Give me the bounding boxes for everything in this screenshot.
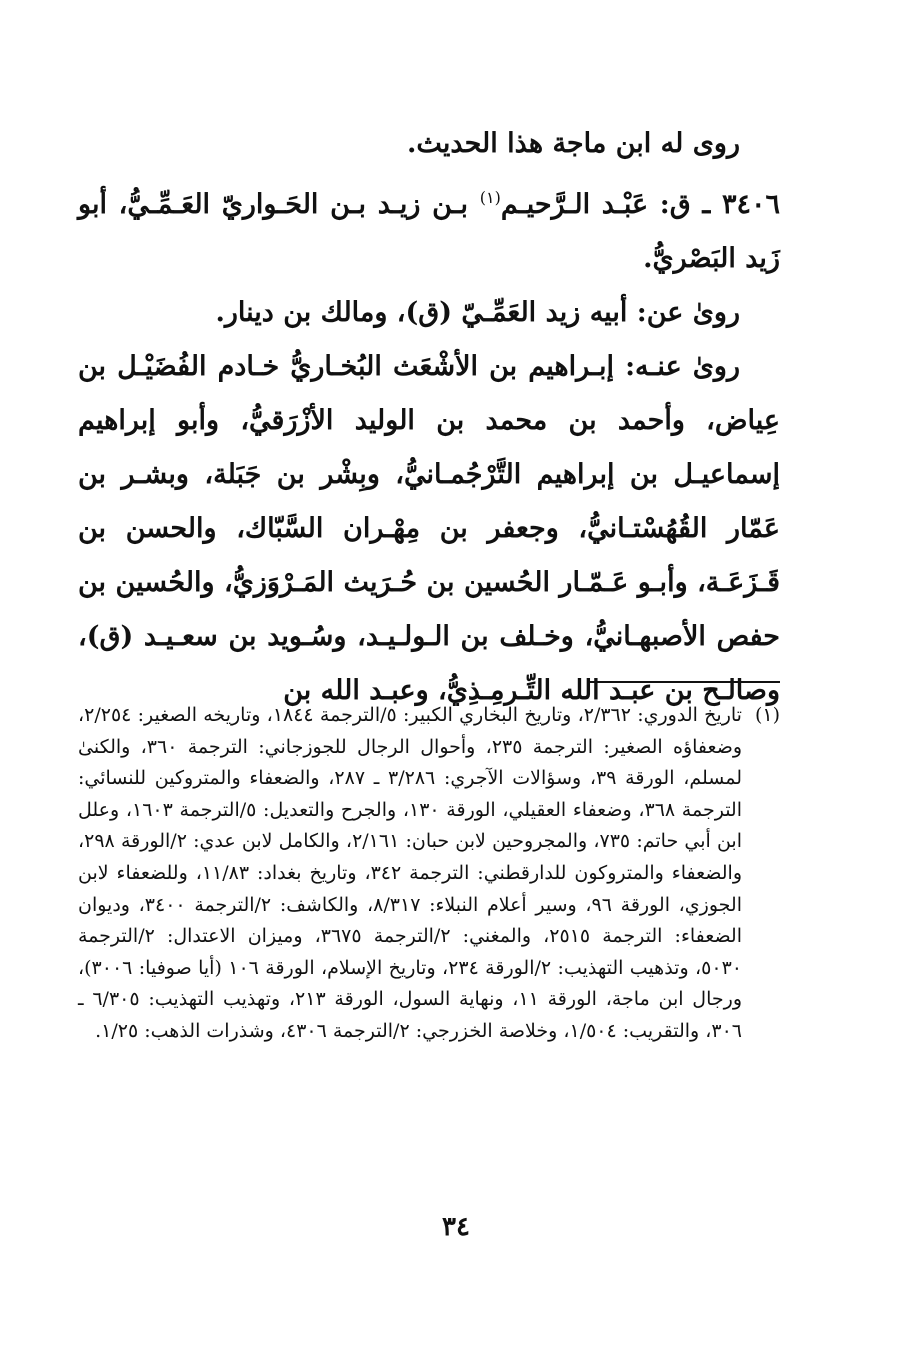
- footnote-separator: [588, 681, 780, 683]
- page-number: ٣٤: [442, 1212, 470, 1242]
- intro-line: روى له ابن ماجة هذا الحديث.: [406, 128, 740, 159]
- main-text: [78, 117, 780, 718]
- footnote-marker: (١): [754, 704, 780, 726]
- entry-name: ٣٤٠٦ ـ ق: عَبْـد الـرَّحيـم: [500, 189, 780, 220]
- footnote-reference: (١): [479, 188, 501, 207]
- footnote: [78, 700, 780, 1048]
- entry-heading: [78, 171, 780, 286]
- narrated-by-paragraph: روىٰ عنـه: إبـراهيم بن الأشْعَث البُخـاريُّ خـادم الفُضَيْـل بن عِياض، وأحمد بن محمد بن الوليد الأزْرَقيُّ، وأبو إبراهيم إسماعيـل بن إبراهيم التَّرْجُمـانيُّ، وبِشْر بن جَبَلة، وبشـر بن عَمّار القُهُسْتـانيُّ، وجعفر بن مِهْـران السَّبّاك، والحسن بن قَـزَعَـة، وأبـو عَـمّـار الحُسين بن حُـرَيث المَـرْوَزيُّ، والحُسين بن حفص الأصبهـانيُّ، وخـلف بن الـولـيـد، وسُـويد بن سعـيـد (ق)، وصالـح بن عبـد الله التِّـرمِـذِيُّ، وعبـد الله بن: [78, 351, 780, 706]
- narrated-from-paragraph: روىٰ عن: أبيه زيد العَمِّـيّ (ق)، ومالك بن دينار.: [215, 297, 740, 328]
- footnote-text: تاريخ الدوري: ٢/٣٦٢، وتاريخ البخاري الكبير: ٥/الترجمة ١٨٤٤، وتاريخه الصغير: ٢/٢٥٤، وضعفاؤه الصغير: الترجمة ٢٣٥، وأحوال الرجال للجوزجاني: الترجمة ٣٦٠، والكنىٰ لمسلم، الورقة ٣٩، وسؤالات الآجري: ٣/٢٨٦ ـ ٢٨٧، والضعفاء والمتروكين للنسائي: الترجمة ٣٦٨، وضعفاء العقيلي، الورقة ١٣٠، والجرح والتعديل: ٥/الترجمة ١٦٠٣، وعلل ابن أبي حاتم: ٧٣٥، والمجروحين لابن حبان: ٢/١٦١، والكامل لابن عدي: ٢/الورقة ٢٩٨، والضعفاء والمتروكون للدارقطني: الترجمة ٣٤٢، وتاريخ بغداد: ١١/٨٣، وللضعفاء لابن الجوزي، الورقة ٩٦، وسير أعلام النبلاء: ٨/٣١٧، والكاشف: ٢/الترجمة ٣٤٠٠، وديوان الضعفاء: الترجمة ٢٥١٥، والمغني: ٢/الترجمة ٣٦٧٥، وميزان الاعتدال: ٢/الترجمة ٥٠٣٠، وتذهيب التهذيب: ٢/الورقة ٢٣٤، وتاريخ الإسلام، الورقة ١٠٦ (أيا صوفيا: ٣٠٠٦)، ورجال ابن ماجة، الورقة ١١، ونهاية السول، الورقة ٢١٣، وتهذيب التهذيب: ٦/٣٠٥ ـ ٣٠٦، والتقريب: ١/٥٠٤، وخلاصة الخزرجي: ٢/الترجمة ٤٣٠٦، وشذرات الذهب: ١/٢٥.: [78, 704, 743, 1042]
- entry-name-continuation: بـن زيـد بـن الحَـواريّ العَـمِّـيُّ، أبو زَيد البَصْريُّ.: [78, 189, 780, 274]
